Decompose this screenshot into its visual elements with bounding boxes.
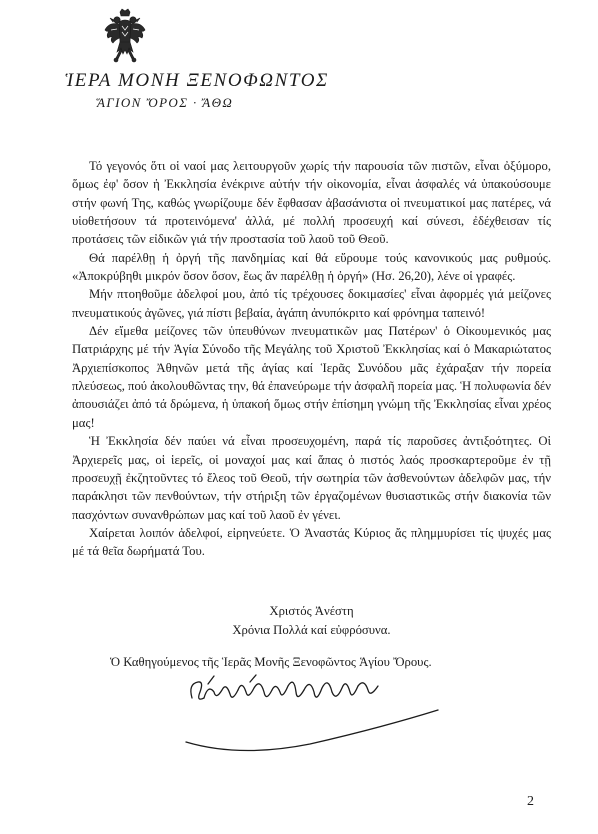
paragraph: Χαίρεται λοιπόν ἀδελφοί, εἰρηνεύετε. Ὁ Ἀναστάς Κύριος ἄς πλημμυρίσει τίς ψυχές μας μέ τά θεῖα δωρήματά Του. <box>72 525 551 559</box>
letter-body <box>72 157 551 561</box>
handwritten-signature <box>180 672 450 767</box>
paragraph: Ἡ Ἐκκλησία δέν παύει νά εἶναι προσευχομένη, παρά τίς παροῦσες ἀντιξοότητες. Οἱ Ἀρχιερεῖς μας, οἱ ἱερεῖς, οἱ μοναχοί μας καί ἅπας ὁ πιστός λαός προσκαρτεροῦμε ἐν τῇ προσευχῇ ἐκζητοῦντες τό ἔλεος τοῦ Θεοῦ, τήν σωτηρία τῶν ἀσθενούντων ἀδελφῶν μας, τήν παράκλησι τῶν πενθούντων, τήν στήριξη τῶν ἐργαζομένων θυσιαστικῶς στήν διακονία τῶν πασχόντων συνανθρώπων μας καί τοῦ λαοῦ ἐν γένει. <box>72 434 551 522</box>
paragraph: Μήν πτοηθοῦμε ἀδελφοί μου, ἀπό τίς τρέχουσες δοκιμασίες' εἶναι ἀφορμές γιά μείζονες πνευματικούς ἀγῶνες, γιά πίστι βεβαία, ἀγάπη ἀνυπόκριτο καί φρόνημα ταπεινό! <box>72 287 551 320</box>
paragraph: Θά παρέλθῃ ἡ ὀργή τῆς πανδημίας καί θά εὕρουμε τούς κανονικούς μας ρυθμούς. «Ἀποκρύβηθι μικρόν ὅσον ὅσον, ἕως ἄν παρέλθῃ ἡ ὀργή» (Ησ. 26,20), λένε οἱ γραφές. <box>72 250 551 284</box>
letterhead <box>0 8 250 66</box>
signatory-title: Ὁ Καθηγούμενος τῆς Ἱερᾶς Μονῆς Ξενοφῶντος Ἁγίου Ὄρους. <box>110 655 432 669</box>
monastery-location: ἍΓΙΟΝ ὌΡΟΣ · ἌΘΩ <box>97 95 234 110</box>
greeting-line: Χρόνια Πολλά καί εὐφρόσυνα. <box>232 623 391 637</box>
paragraph: Τό γεγονός ὅτι οἱ ναοί μας λειτουργοῦν χωρίς τήν παρουσία τῶν πιστῶν, εἶναι ὀξύμορο, ὅμως ἐφ' ὅσον ἡ Ἐκκλησία ἐνέκρινε αὐτήν τήν οἰκονομία, εἶναι ἀσφαλές νά ὑπακούσουμε στήν φωνή Της, καθώς γνωρίζουμε δέν ἔφθασαν ἀβασάνιστα οἱ πνευματικοί μας πατέρες, νά υἱοθετήσουν τά προτεινόμενα' ἀλλά, μέ πολλή προσευχή καί σύνεσι, ἐδέχθεισαν τίς προτάσεις τῶν εἰδικῶν γιά τήν προστασία τοῦ λαοῦ τοῦ Θεοῦ. <box>72 159 551 247</box>
page-number: 2 <box>527 794 534 809</box>
monastery-name: ἹΕΡΑ ΜΟΝΗ ΞΕΝΟΦΩΝΤΟΣ <box>65 70 329 91</box>
double-headed-eagle-icon <box>103 8 147 66</box>
greeting-line: Χριστός Ἀνέστη <box>269 604 354 618</box>
closing-greeting <box>72 602 551 640</box>
paragraph: Δέν εἴμεθα μείζονες τῶν ὑπευθύνων πνευματικῶν μας Πατέρων' ὁ Οἰκουμενικός μας Πατριάρχης μέ τήν Ἁγία Σύνοδο τῆς Μεγάλης τοῦ Χριστοῦ Ἐκκλησίας καί ὁ Μακαριώτατος Ἀρχιεπίσκοπος Ἀθηνῶν μετά τῆς ἁγίας καί Ἱερᾶς Συνόδου μᾶς ἐχάραξαν τήν πορεία πλεύσεως, πού ἀκολουθῶντας την, θά ἐπανεύρωμε τήν ἀσφαλῆ πορεία μας. Ἡ πολυφωνία δέν ἀπουσιάζει ἀπό τά δρώμενα, ἡ ὑπακοή ὅμως στήν ἐπίσημη γνώμη τῆς Ἐκκλησίας εἶναι χρέος μας! <box>72 324 551 430</box>
